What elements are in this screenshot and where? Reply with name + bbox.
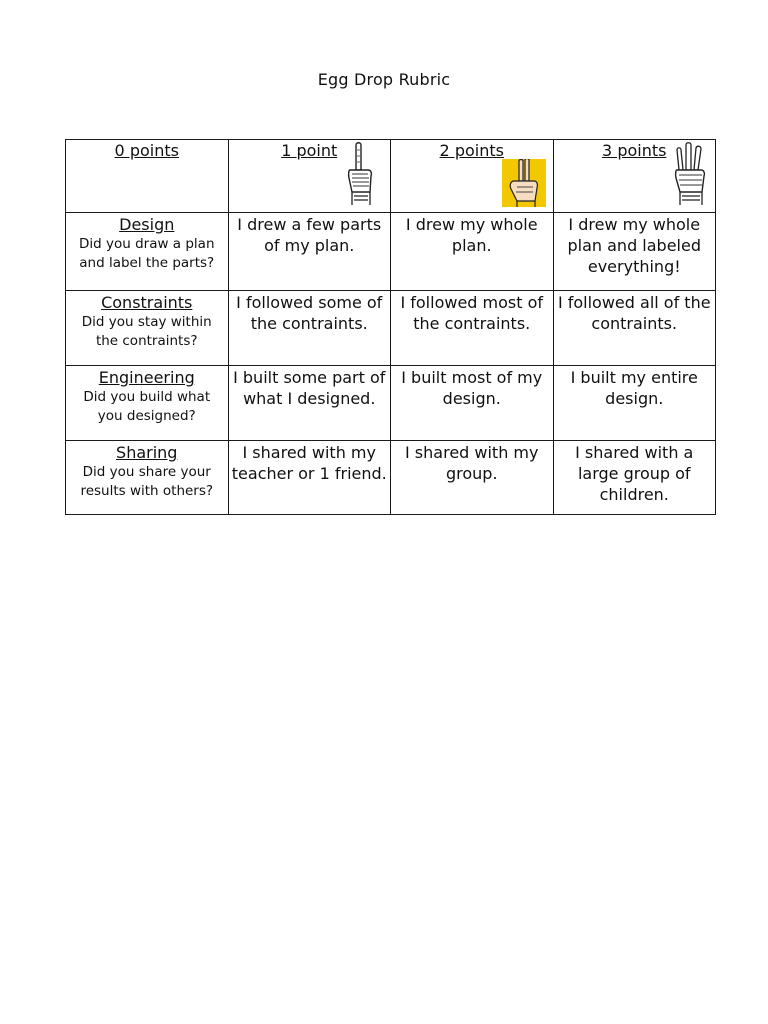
level-cell xyxy=(391,291,554,366)
level-cell xyxy=(391,366,554,441)
level-3-text: I shared with a large group of children. xyxy=(575,443,694,504)
three-finger-hand-icon xyxy=(671,142,707,206)
level-cell xyxy=(228,441,391,515)
level-1-text: I shared with my teacher or 1 friend. xyxy=(231,443,387,483)
level-cell xyxy=(553,291,716,366)
table-row xyxy=(66,441,716,515)
table-row xyxy=(66,366,716,441)
table-row xyxy=(66,213,716,291)
level-3-text: I built my entire design. xyxy=(570,368,698,408)
category-question: Did you stay within the contraints? xyxy=(81,314,212,349)
level-2-text: I shared with my group. xyxy=(405,443,539,483)
level-cell xyxy=(553,366,716,441)
level-cell xyxy=(553,441,716,515)
category-constraints: Constraints xyxy=(101,293,193,312)
level-1-text: I built some part of what I designed. xyxy=(233,368,386,408)
level-cell xyxy=(391,441,554,515)
header-row xyxy=(66,140,716,213)
level-3-text: I drew my whole plan and labeled everything! xyxy=(567,215,701,276)
header-0-points xyxy=(66,140,229,213)
header-label: 1 point xyxy=(281,141,338,160)
category-engineering: Engineering xyxy=(98,368,195,387)
category-cell xyxy=(66,366,229,441)
level-2-text: I built most of my design. xyxy=(401,368,543,408)
level-3-text: I followed all of the contraints. xyxy=(557,293,711,333)
level-2-text: I drew my whole plan. xyxy=(405,215,538,255)
table-row xyxy=(66,291,716,366)
category-design: Design xyxy=(119,215,175,234)
category-cell xyxy=(66,291,229,366)
category-question: Did you draw a plan and label the parts? xyxy=(78,236,215,271)
category-cell xyxy=(66,213,229,291)
header-label: 0 points xyxy=(114,141,179,160)
category-question: Did you build what you designed? xyxy=(83,389,211,424)
level-1-text: I drew a few parts of my plan. xyxy=(237,215,382,255)
header-2-points xyxy=(391,140,554,213)
level-cell xyxy=(228,291,391,366)
level-cell xyxy=(228,366,391,441)
page-title: Egg Drop Rubric xyxy=(317,70,451,89)
header-3-points xyxy=(553,140,716,213)
category-question: Did you share your results with others? xyxy=(80,464,214,499)
header-label: 3 points xyxy=(602,141,667,160)
level-1-text: I followed some of the contraints. xyxy=(236,293,383,333)
level-2-text: I followed most of the contraints. xyxy=(400,293,544,333)
level-cell xyxy=(391,213,554,291)
level-cell xyxy=(228,213,391,291)
two-finger-hand-icon xyxy=(502,159,546,207)
category-cell xyxy=(66,441,229,515)
header-1-point xyxy=(228,140,391,213)
category-sharing: Sharing xyxy=(116,443,178,462)
level-cell xyxy=(553,213,716,291)
rubric-table xyxy=(65,139,716,515)
one-finger-hand-icon xyxy=(344,142,374,206)
header-label: 2 points xyxy=(439,141,504,160)
